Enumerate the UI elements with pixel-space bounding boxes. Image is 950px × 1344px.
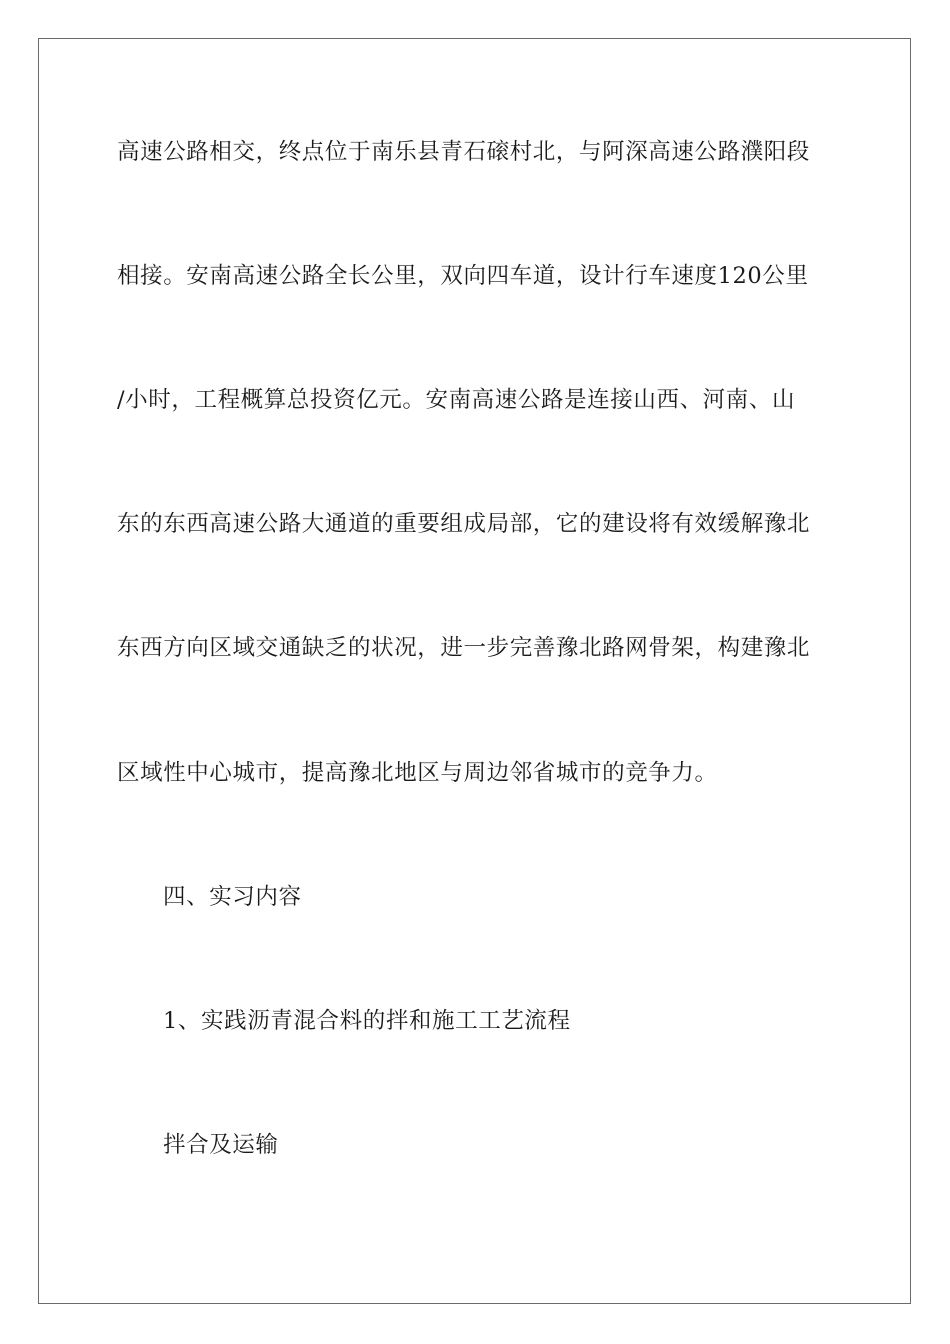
subsection-heading: 1、实践沥青混合料的拌和施工工艺流程 (163, 1008, 571, 1034)
body-text-line: 东西方向区域交通缺乏的状况，进一步完善豫北路网骨架，构建豫北 (117, 635, 811, 661)
body-text-line: /小时，工程概算总投资亿元。安南高速公路是连接山西、河南、山 (117, 387, 796, 413)
body-text-line: 相接。安南高速公路全长公里，双向四车道，设计行车速度120公里 (117, 263, 809, 289)
body-text-line: 高速公路相交，终点位于南乐县青石磙村北，与阿深高速公路濮阳段 (117, 139, 811, 165)
body-text-line: 区域性中心城市，提高豫北地区与周边邻省城市的竞争力。 (117, 760, 718, 786)
section-heading: 四、实习内容 (163, 884, 302, 910)
body-text-line: 东的东西高速公路大通道的重要组成局部，它的建设将有效缓解豫北 (117, 511, 811, 537)
page-border (38, 38, 911, 1304)
sub-item-heading: 拌合及运输 (163, 1132, 279, 1158)
